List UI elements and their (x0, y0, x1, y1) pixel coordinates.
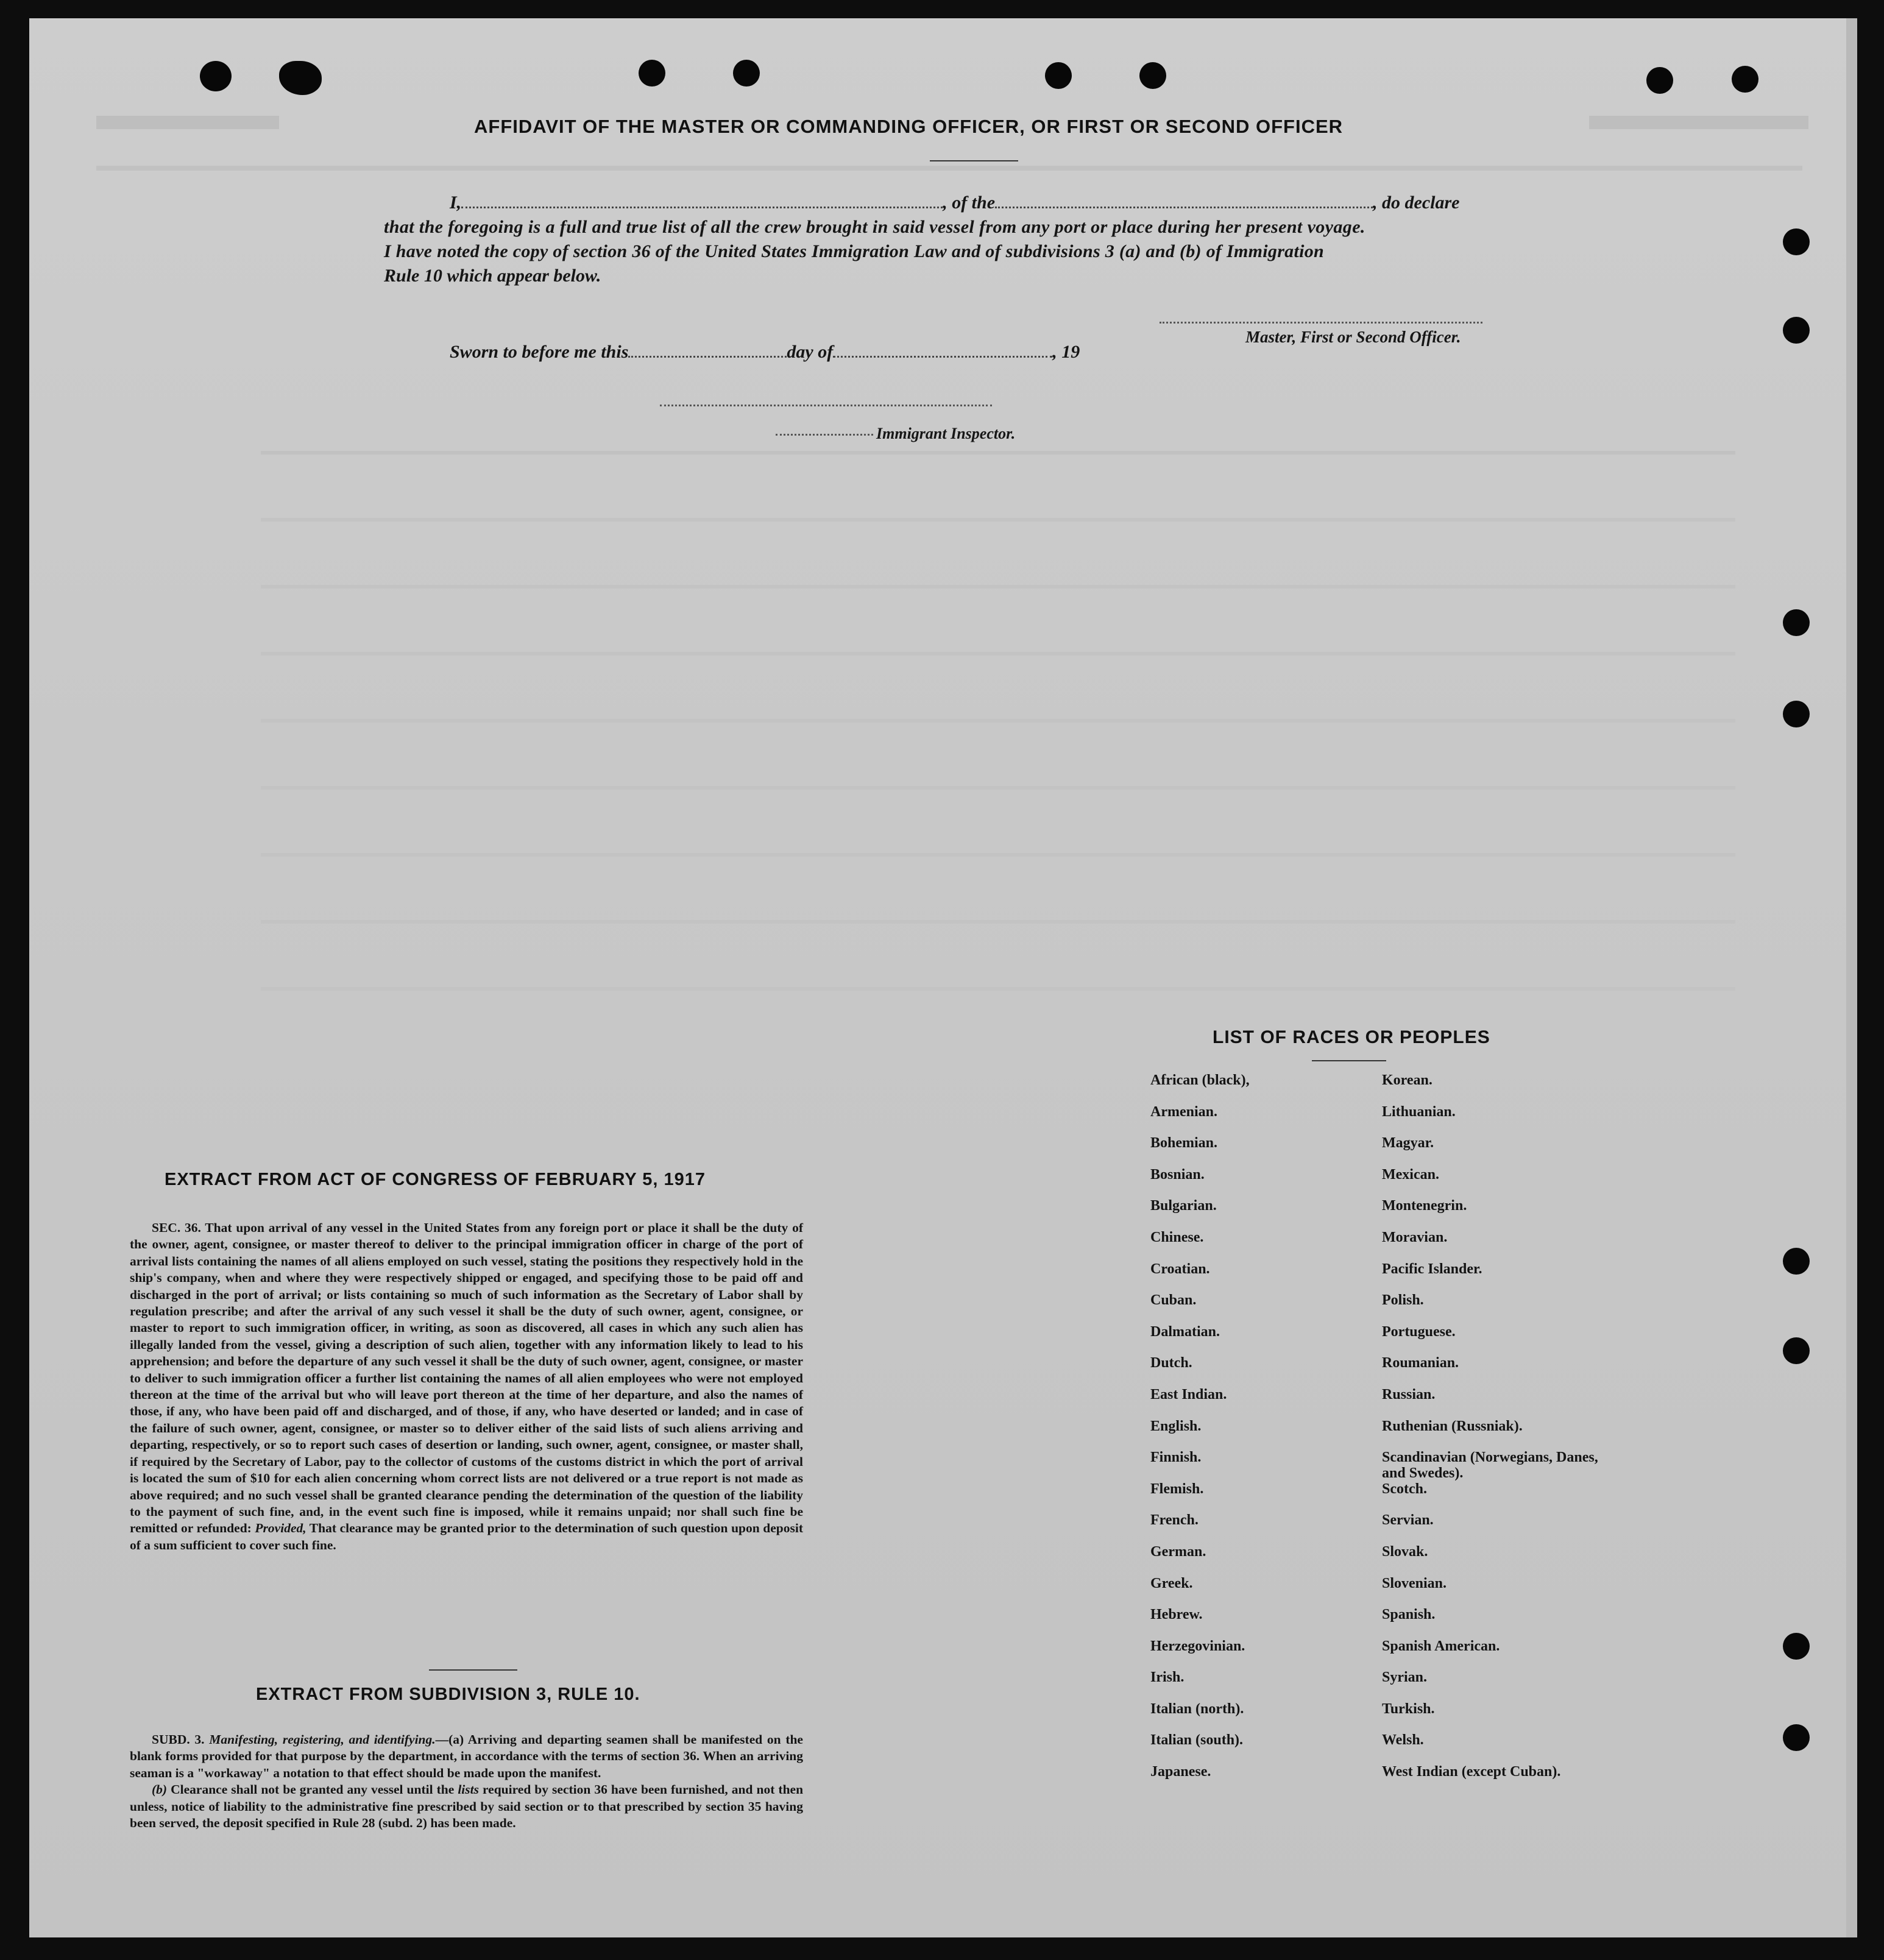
race-item: German. (1150, 1543, 1206, 1560)
races-column-right (1382, 1072, 1626, 1795)
race-item: Japanese. (1150, 1764, 1211, 1780)
races-column-left (1150, 1072, 1250, 1795)
b-lists: lists (458, 1782, 479, 1797)
bleed-through-mark (261, 652, 1735, 656)
month-field[interactable] (833, 344, 1052, 358)
document-page (29, 18, 1857, 1937)
name-field[interactable] (461, 194, 943, 208)
race-item: Welsh. (1382, 1732, 1424, 1749)
race-item: Finnish. (1150, 1449, 1202, 1466)
race-item: Pacific Islander. (1382, 1261, 1482, 1277)
race-item: African (black), (1150, 1072, 1250, 1088)
bleed-through-mark (261, 451, 1735, 455)
bleed-through-mark (261, 585, 1735, 589)
race-item: Korean. (1382, 1072, 1432, 1088)
bleed-through-mark (261, 920, 1735, 924)
punch-hole (639, 60, 665, 87)
sec-body: That upon arrival of any vessel in the United States from any foreign port or place it shall be the duty of the owner, agent, consignee, or master thereof to deliver to the principal immigration officer in charge of the port of arrival lists containing the names of all aliens employed on such vessel, stating the positions they respectively hold in the ship's company, when and where they were respectively shipped or engaged, and specifying those to be paid off and discharged in the port of arrival; or lists containing so much of such information as the Secretary of Labor shall by regulation prescribe; and after the arrival of any such vessel it shall be the duty of such owner, agent, consignee, or master to report to such immigration officer, in writing, as soon as discovered, all cases in which any such alien has illegally landed from the vessel, giving a description of such alien, together with any information likely to lead to his apprehension; and before the departure of any such vessel it shall be the duty of such owner, agent, consignee, or master to deliver to such immigration officer a further list containing the names of all alien employees who were not employed thereon at the time of the arrival but who will leave port thereon at the time of her departure, and also the names of those, if any, who have been paid off and discharged, and of those, if any, who have deserted or landed; and in case of the failure of such owner, agent, consignee, or master so to deliver either of the said lists of such aliens arriving and departing, respectively, or so to report such cases of desertion or landing, such owner, agent, consignee, or master shall, if required by the Secretary of Labor, pay to the collector of customs of the customs district in which the port of arrival is located the sum of $10 for each alien concerning whom correct lists are not delivered or a true report is not made as above required; and no such vessel shall be granted clearance pending the determination of the question of the liability to the payment of such fine, and, in the event such fine is imposed, while it remains unpaid; nor shall such fine be remitted or refunded: (130, 1220, 804, 1536)
race-item: Mexican. (1382, 1166, 1439, 1183)
race-item: Italian (south). (1150, 1732, 1244, 1749)
act-section-36 (130, 1220, 803, 1554)
punch-hole (1732, 66, 1758, 93)
punch-hole (1783, 1633, 1810, 1660)
sec-label: SEC. 36. (152, 1220, 201, 1235)
a-label: —(a) (435, 1732, 464, 1747)
punch-hole (279, 61, 322, 95)
act-title: EXTRACT FROM ACT OF CONGRESS OF FEBRUARY 5, 1917 (165, 1170, 706, 1189)
declaration-line-2: that the foregoing is a full and true list of all the crew brought in said vessel from any port or place during her present voyage. (384, 217, 1365, 237)
punch-hole (200, 61, 232, 91)
race-item: Magyar. (1382, 1135, 1434, 1152)
race-item: Bohemian. (1150, 1135, 1218, 1152)
punch-hole (1139, 62, 1166, 89)
race-item: Portuguese. (1382, 1323, 1456, 1340)
year-text: , 19 (1052, 342, 1080, 362)
race-item: Herzegovinian. (1150, 1638, 1245, 1654)
declaration-i: I, (450, 193, 462, 213)
race-item: Dalmatian. (1150, 1323, 1220, 1340)
title-divider (930, 160, 1018, 161)
punch-hole (1646, 67, 1673, 94)
race-item: Bosnian. (1150, 1166, 1205, 1183)
race-item: East Indian. (1150, 1386, 1227, 1403)
race-item: Spanish American. (1382, 1638, 1500, 1654)
punch-hole (1783, 1337, 1810, 1364)
declaration-line-3: I have noted the copy of section 36 of the United States Immigration Law and of subdivisions 3 (a) and (b) of Immigration (384, 241, 1325, 261)
race-item: Dutch. (1150, 1355, 1192, 1371)
bleed-through-mark (96, 166, 1802, 171)
race-item: Italian (north). (1150, 1700, 1244, 1717)
race-item: Slovenian. (1382, 1575, 1447, 1591)
punch-hole (1783, 609, 1810, 636)
provided-term: Provided, (255, 1521, 306, 1536)
race-item: Cuban. (1150, 1292, 1197, 1309)
page-edge (1846, 18, 1857, 1937)
declaration-of-the: , of the (943, 193, 996, 213)
race-item: Slovak. (1382, 1543, 1428, 1560)
declaration-line-1 (450, 191, 1638, 215)
race-item: Polish. (1382, 1292, 1424, 1309)
act-divider (429, 1669, 517, 1671)
punch-hole (1783, 228, 1810, 255)
day-of-text: day of (787, 342, 834, 362)
sec-body-end: That clearance may be granted prior to the determination of such question upon deposit of a sum sufficient to cover such fine. (130, 1521, 803, 1552)
a-text: Arriving and departing seamen shall be manifested on the blank forms provided for that purpose by the department, in accordance with the terms of section 36. When an arriving seaman is a "workaway" a notation to that effect should be made upon the manifest. (130, 1732, 803, 1780)
race-item: Greek. (1150, 1575, 1193, 1591)
vessel-field[interactable] (995, 194, 1373, 208)
subd-heading: Manifesting, registering, and identifying. (209, 1732, 436, 1747)
race-item: Croatian. (1150, 1261, 1210, 1277)
race-item: Roumanian. (1382, 1355, 1459, 1371)
race-item: Moravian. (1382, 1229, 1448, 1245)
b-label: (b) (152, 1782, 168, 1797)
rule-title: EXTRACT FROM SUBDIVISION 3, RULE 10. (256, 1685, 640, 1704)
day-field[interactable] (628, 344, 787, 358)
rule-subdivision-a (130, 1732, 803, 1831)
punch-hole (1045, 62, 1072, 89)
race-item: Chinese. (1150, 1229, 1204, 1245)
inspector-signature-line[interactable] (776, 433, 873, 436)
race-item: Ruthenian (Russniak). (1382, 1418, 1523, 1434)
affidavit-title: AFFIDAVIT OF THE MASTER OR COMMANDING OFFICER, OR FIRST OR SECOND OFFICER (474, 116, 1344, 137)
sworn-line (450, 340, 1638, 364)
races-divider (1312, 1060, 1386, 1061)
bleed-through-mark (261, 719, 1735, 723)
b-text-2: required by section 36 have been furnished, and not then unless, notice of liability to the administrative fine prescribed by said section or to that prescribed by section 35 having been served, the deposit specified in Rule 28 (subd. 2) has been made. (130, 1782, 804, 1831)
race-item: West Indian (except Cuban). (1382, 1764, 1561, 1780)
race-item: French. (1150, 1512, 1199, 1529)
punch-hole (733, 60, 760, 87)
race-item: Scotch. (1382, 1481, 1427, 1497)
race-item: Bulgarian. (1150, 1198, 1217, 1214)
b-text-1: Clearance shall not be granted any vessel until the (171, 1782, 455, 1797)
races-title: LIST OF RACES OR PEOPLES (1213, 1027, 1490, 1047)
race-item: Lithuanian. (1382, 1103, 1456, 1120)
race-item: Servian. (1382, 1512, 1434, 1529)
punch-hole (1783, 1248, 1810, 1275)
punch-hole (1783, 701, 1810, 727)
sworn-text: Sworn to before me this (450, 342, 629, 362)
race-item: Russian. (1382, 1386, 1436, 1403)
bleed-through-mark (261, 518, 1735, 522)
subd-label: SUBD. 3. (152, 1732, 205, 1747)
bleed-through-mark (96, 116, 279, 129)
bleed-through-mark (261, 786, 1735, 790)
bleed-through-mark (1589, 116, 1808, 129)
inspector-label: Immigrant Inspector. (876, 425, 1016, 442)
race-item: Turkish. (1382, 1700, 1435, 1717)
race-item: English. (1150, 1418, 1202, 1434)
master-label: Master, First or Second Officer. (1245, 328, 1461, 346)
bleed-through-mark (261, 987, 1735, 991)
bleed-through-mark (261, 853, 1735, 857)
race-item: Irish. (1150, 1669, 1185, 1686)
race-item: Armenian. (1150, 1103, 1217, 1120)
race-item: Scandinavian (Norwegians, Danes, and Swedes). (1382, 1449, 1598, 1482)
punch-hole (1783, 1724, 1810, 1751)
race-item: Montenegrin. (1382, 1198, 1467, 1214)
race-item: Flemish. (1150, 1481, 1204, 1497)
declaration-line-4: Rule 10 which appear below. (384, 266, 601, 286)
declaration-do-declare: , do declare (1373, 193, 1460, 213)
master-signature-line[interactable] (1160, 320, 1482, 324)
race-item: Syrian. (1382, 1669, 1428, 1686)
inspector-signature-line-upper[interactable] (660, 403, 992, 406)
race-item: Spanish. (1382, 1607, 1436, 1623)
race-item: Hebrew. (1150, 1607, 1203, 1623)
